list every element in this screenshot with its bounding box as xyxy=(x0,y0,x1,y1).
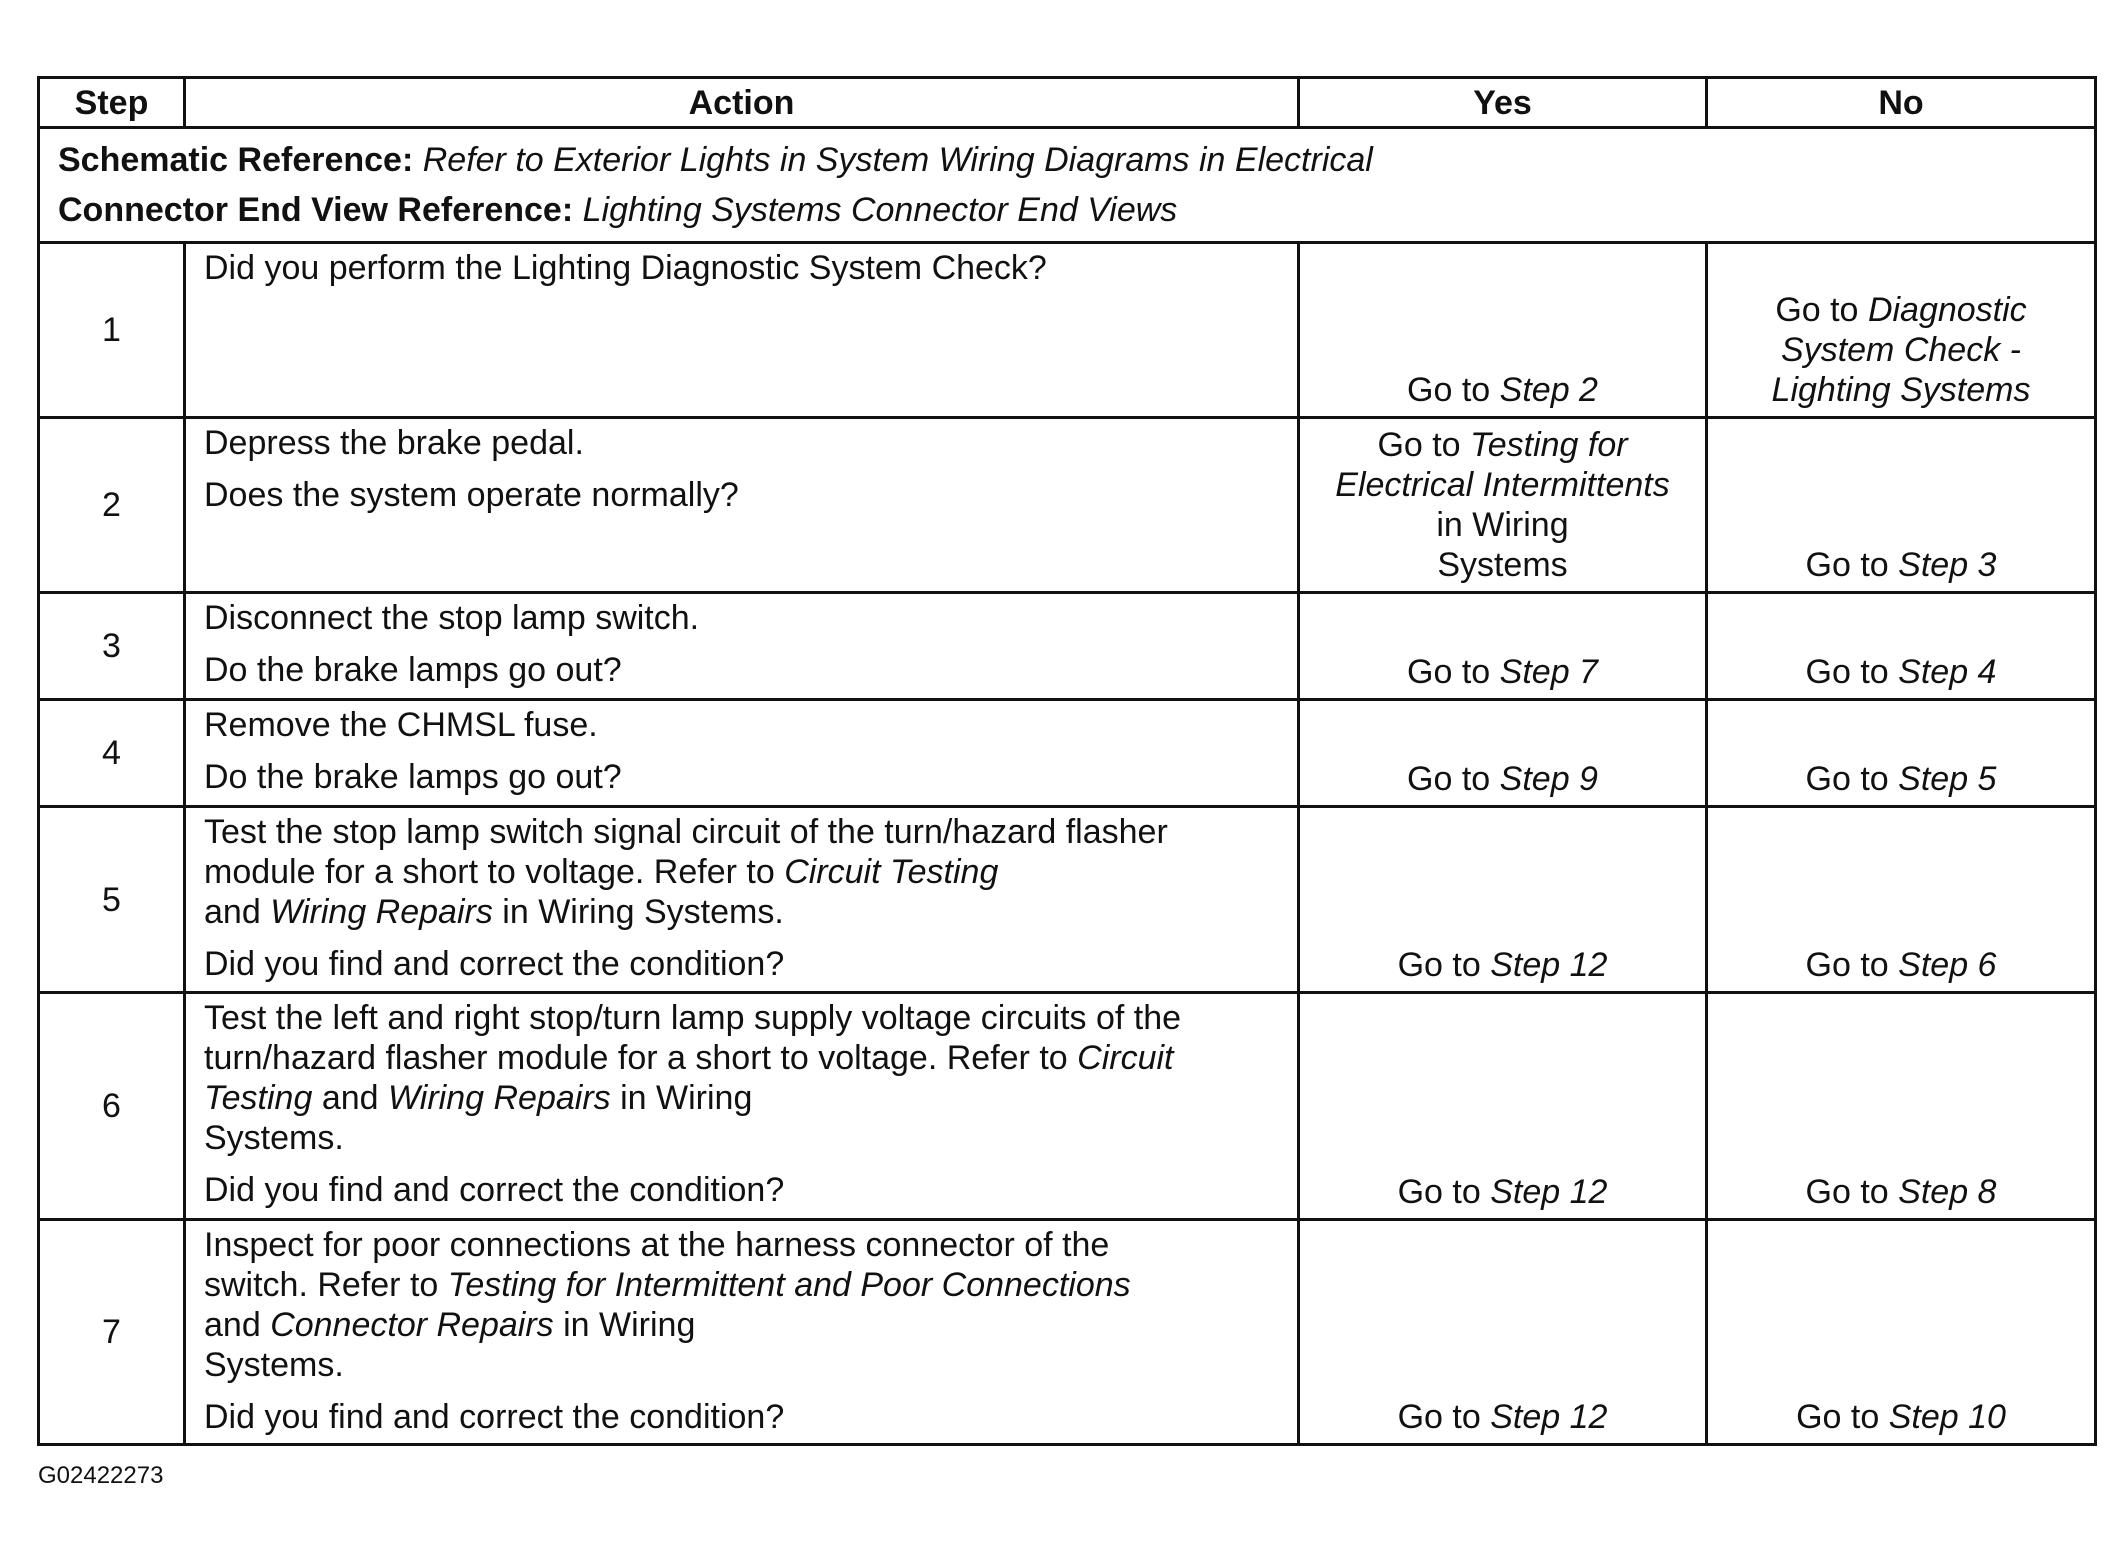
table-row xyxy=(39,243,2096,418)
step-number: 2 xyxy=(39,418,185,593)
connector-reference xyxy=(58,185,2076,235)
action-line xyxy=(204,1078,1279,1118)
no-prefix: Go to xyxy=(1805,946,1889,984)
action-line xyxy=(204,1038,1279,1078)
table-row xyxy=(39,993,2096,1220)
action-cell xyxy=(185,593,1299,700)
yes-target: Step 9 xyxy=(1499,760,1598,798)
action-text: in Wiring xyxy=(553,1306,696,1344)
yes-prefix: Go to xyxy=(1407,371,1491,409)
yes-cell xyxy=(1299,807,1707,993)
schematic-reference-label: Schematic Reference: xyxy=(58,141,414,179)
schematic-reference xyxy=(58,135,2076,185)
no-cell xyxy=(1707,700,2096,807)
no-prefix: Go to xyxy=(1796,1398,1880,1436)
action-question: Did you perform the Lighting Diagnostic System Check? xyxy=(204,249,1047,287)
connector-reference-label: Connector End View Reference: xyxy=(58,191,574,229)
action-text: switch. Refer to xyxy=(204,1266,448,1304)
action-reference: Testing xyxy=(204,1079,313,1117)
action-reference: Wiring Repairs xyxy=(388,1079,611,1117)
table-row xyxy=(39,593,2096,700)
action-text: and xyxy=(204,1306,271,1344)
yes-prefix: Go to xyxy=(1377,426,1461,464)
yes-prefix: Go to xyxy=(1407,653,1491,691)
step-number: 1 xyxy=(39,243,185,418)
no-target-line3: Lighting Systems xyxy=(1771,371,2031,409)
action-reference: Testing for Intermittent and Poor Connections xyxy=(447,1266,1131,1304)
no-cell xyxy=(1707,418,2096,593)
step-number: 6 xyxy=(39,993,185,1220)
no-target: Step 4 xyxy=(1898,653,1997,691)
header-no: No xyxy=(1707,78,2096,128)
header-action: Action xyxy=(185,78,1299,128)
action-instruction: Remove the CHMSL fuse. xyxy=(204,706,598,744)
yes-prefix: Go to xyxy=(1397,1398,1481,1436)
action-line: Test the stop lamp switch signal circuit of the turn/hazard flasher xyxy=(204,813,1168,851)
yes-target: Step 12 xyxy=(1490,1398,1608,1436)
no-target: Step 6 xyxy=(1898,946,1997,984)
no-cell xyxy=(1707,593,2096,700)
reference-row xyxy=(39,128,2096,243)
no-cell xyxy=(1707,807,2096,993)
action-line xyxy=(204,892,1279,932)
yes-cell xyxy=(1299,993,1707,1220)
yes-cell xyxy=(1299,243,1707,418)
no-target: Step 5 xyxy=(1898,760,1997,798)
action-reference: Circuit Testing xyxy=(784,853,999,891)
action-cell xyxy=(185,700,1299,807)
table-row xyxy=(39,700,2096,807)
action-line xyxy=(204,1305,1279,1345)
yes-suffix-line1: in Wiring xyxy=(1436,506,1569,544)
no-prefix: Go to xyxy=(1805,1173,1889,1211)
figure-id: G02422273 xyxy=(38,1462,164,1489)
no-target: Step 3 xyxy=(1898,546,1997,584)
action-text: and xyxy=(204,893,271,931)
no-prefix: Go to xyxy=(1805,760,1889,798)
yes-target: Step 7 xyxy=(1499,653,1598,691)
action-reference: Circuit xyxy=(1077,1039,1174,1077)
action-line: Test the left and right stop/turn lamp supply voltage circuits of the xyxy=(204,999,1182,1037)
header-row xyxy=(39,78,2096,128)
action-question: Did you find and correct the condition? xyxy=(204,1398,785,1436)
action-text: module for a short to voltage. Refer to xyxy=(204,853,785,891)
action-reference: Connector Repairs xyxy=(270,1306,554,1344)
step-number: 4 xyxy=(39,700,185,807)
header-step: Step xyxy=(39,78,185,128)
action-text: in Wiring Systems. xyxy=(492,893,784,931)
no-target: Step 8 xyxy=(1898,1173,1997,1211)
no-prefix: Go to xyxy=(1805,653,1889,691)
table-row xyxy=(39,1220,2096,1445)
yes-prefix: Go to xyxy=(1397,946,1481,984)
yes-target: Step 2 xyxy=(1499,371,1598,409)
action-question: Do the brake lamps go out? xyxy=(204,651,622,689)
header-yes: Yes xyxy=(1299,78,1707,128)
reference-cell xyxy=(39,128,2096,243)
step-number: 7 xyxy=(39,1220,185,1445)
action-question: Did you find and correct the condition? xyxy=(204,945,785,983)
action-question: Do the brake lamps go out? xyxy=(204,758,622,796)
yes-suffix-line2: Systems xyxy=(1437,546,1568,584)
yes-target-line1: Testing for xyxy=(1470,426,1628,464)
table-row xyxy=(39,418,2096,593)
action-text: turn/hazard flasher module for a short to voltage. Refer to xyxy=(204,1039,1078,1077)
yes-prefix: Go to xyxy=(1407,760,1491,798)
action-line xyxy=(204,852,1279,892)
action-cell xyxy=(185,1220,1299,1445)
no-cell xyxy=(1707,243,2096,418)
action-line: Inspect for poor connections at the harness connector of the xyxy=(204,1226,1110,1264)
no-prefix: Go to xyxy=(1775,291,1859,329)
no-cell xyxy=(1707,1220,2096,1445)
diagnostic-table xyxy=(37,76,2097,1446)
no-cell xyxy=(1707,993,2096,1220)
action-line xyxy=(204,1265,1279,1305)
schematic-reference-text: Refer to Exterior Lights in System Wiring Diagrams in Electrical xyxy=(422,141,1373,179)
action-cell xyxy=(185,243,1299,418)
no-target: Step 10 xyxy=(1888,1398,2006,1436)
action-text: and xyxy=(312,1079,388,1117)
no-prefix: Go to xyxy=(1805,546,1889,584)
action-question: Did you find and correct the condition? xyxy=(204,1171,785,1209)
no-target-line2: System Check - xyxy=(1781,331,2021,369)
table-row xyxy=(39,807,2096,993)
step-number: 5 xyxy=(39,807,185,993)
action-question: Does the system operate normally? xyxy=(204,476,739,514)
yes-target: Step 12 xyxy=(1490,946,1608,984)
yes-target-line2: Electrical Intermittents xyxy=(1335,466,1670,504)
connector-reference-text: Lighting Systems Connector End Views xyxy=(582,191,1178,229)
action-cell xyxy=(185,993,1299,1220)
yes-target: Step 12 xyxy=(1490,1173,1608,1211)
yes-cell xyxy=(1299,418,1707,593)
action-cell xyxy=(185,418,1299,593)
yes-cell xyxy=(1299,593,1707,700)
action-line: Systems. xyxy=(204,1346,344,1384)
yes-cell xyxy=(1299,1220,1707,1445)
no-target-line1: Diagnostic xyxy=(1867,291,2027,329)
action-instruction: Disconnect the stop lamp switch. xyxy=(204,599,700,637)
step-number: 3 xyxy=(39,593,185,700)
yes-cell xyxy=(1299,700,1707,807)
action-line: Systems. xyxy=(204,1119,344,1157)
action-text: in Wiring xyxy=(610,1079,753,1117)
action-reference: Wiring Repairs xyxy=(270,893,493,931)
action-instruction: Depress the brake pedal. xyxy=(204,424,584,462)
action-cell xyxy=(185,807,1299,993)
yes-prefix: Go to xyxy=(1397,1173,1481,1211)
